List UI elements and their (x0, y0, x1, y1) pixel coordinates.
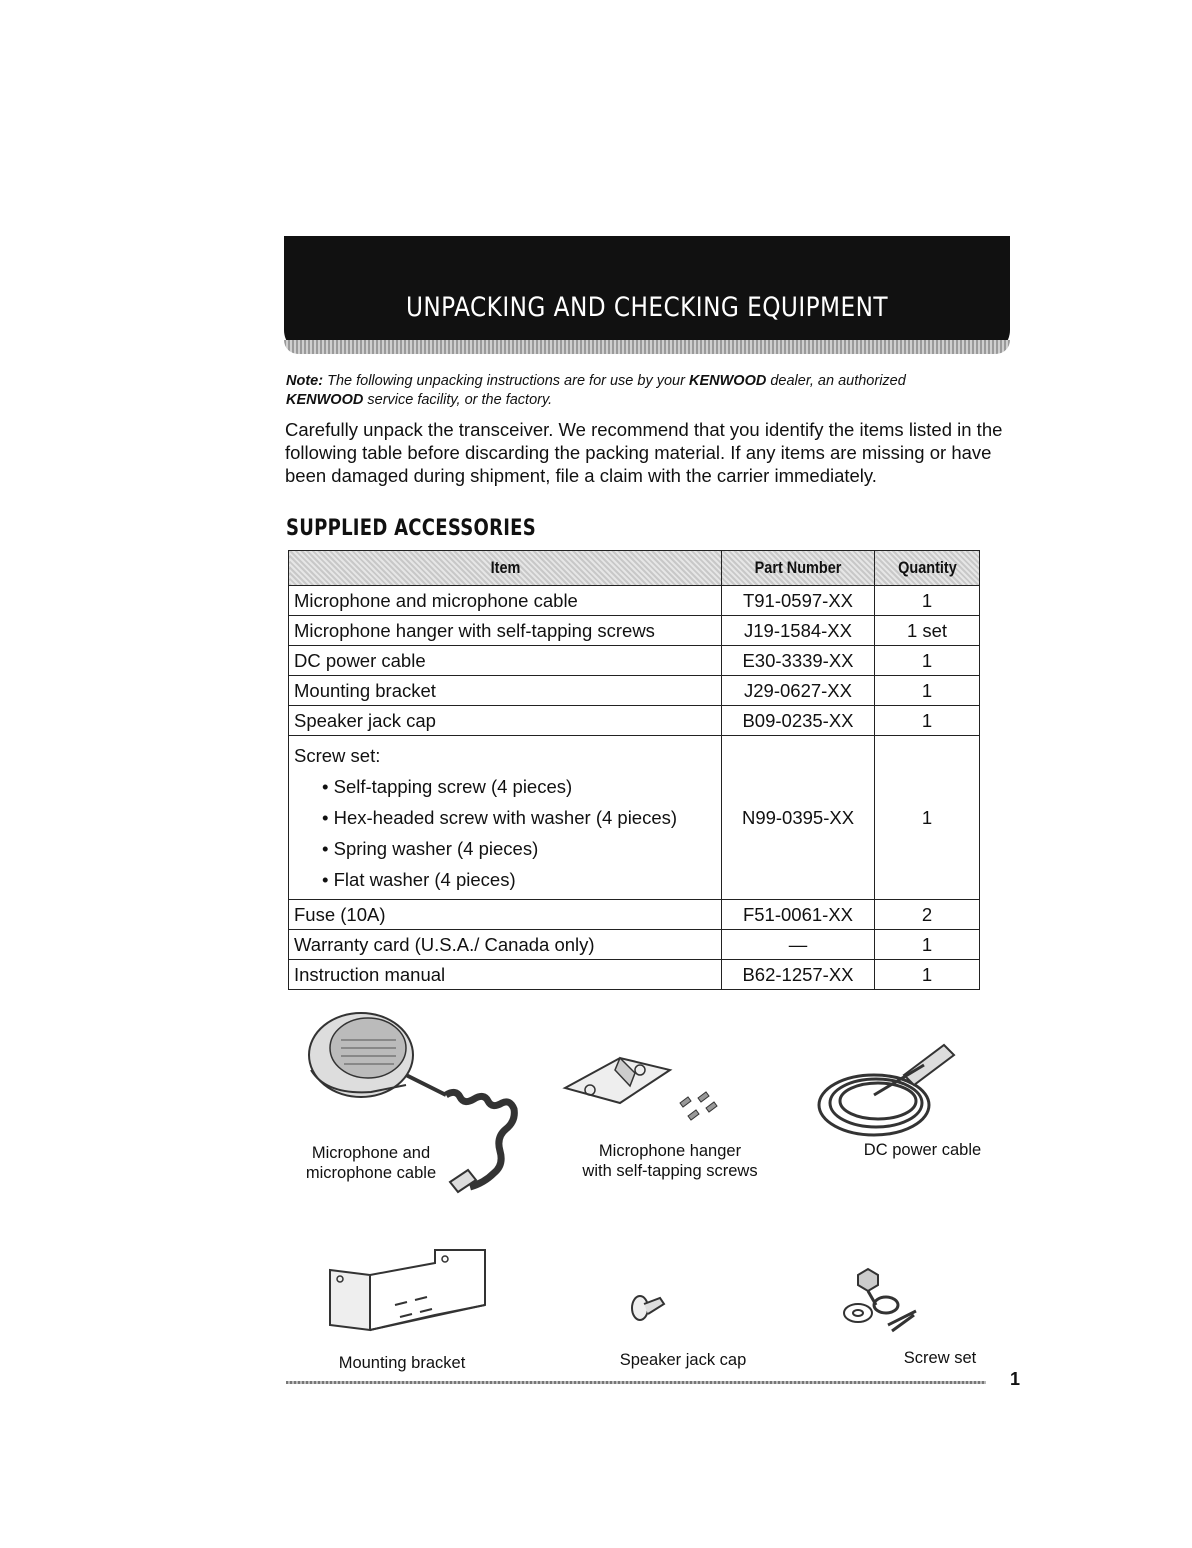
intro-paragraph: Carefully unpack the transceiver. We recommend that you identify the items listed in the following table before discarding the packing material. If any items are missing or have been damaged during shipment, file a claim with the carrier immediately. (285, 419, 1003, 486)
note-text-2: dealer, an authorized (770, 373, 906, 389)
part-number-cell: N99-0395-XX (722, 736, 875, 900)
item-cell: Fuse (10A) (289, 900, 722, 930)
part-number-cell: — (722, 930, 875, 960)
quantity-cell: 1 (875, 960, 980, 990)
quantity-cell: 2 (875, 900, 980, 930)
caption-hanger-line2: with self-tapping screws (582, 1162, 758, 1180)
part-number-cell: J19-1584-XX (722, 616, 875, 646)
table-row-screw-set (289, 736, 980, 900)
part-number-cell: T91-0597-XX (722, 586, 875, 616)
item-cell: Microphone and microphone cable (289, 586, 722, 616)
dealer-note (286, 372, 986, 410)
part-number-cell: E30-3339-XX (722, 646, 875, 676)
table-row (289, 706, 980, 736)
banner-shadow (284, 340, 1010, 354)
table-row (289, 676, 980, 706)
item-cell: Microphone hanger with self-tapping screws (289, 616, 722, 646)
caption-screw-set: Screw set (903, 1349, 977, 1367)
caption-microphone-line1: Microphone and (311, 1144, 431, 1162)
caption-dc-power-cable: DC power cable (863, 1141, 982, 1159)
column-header-part-number: Part Number (722, 551, 875, 586)
note-brand-2: KENWOOD (286, 392, 364, 408)
table-header-row (289, 551, 980, 586)
column-header-quantity: Quantity (875, 551, 980, 586)
section-banner (284, 236, 1010, 354)
note-brand-1: KENWOOD (688, 373, 767, 389)
section-heading: SUPPLIED ACCESSORIES (286, 516, 536, 541)
table-row (289, 960, 980, 990)
table-row (289, 616, 980, 646)
caption-microphone (296, 1143, 446, 1183)
screw-set-bullet: • Flat washer (4 pieces) (322, 869, 516, 890)
caption-hanger-line1: Microphone hanger (598, 1142, 742, 1160)
page-number: 1 (1010, 1369, 1021, 1389)
table-row (289, 930, 980, 960)
part-number-cell: J29-0627-XX (722, 676, 875, 706)
screw-set-title: Screw set: (294, 745, 381, 766)
table-row (289, 646, 980, 676)
mounting-bracket-icon (325, 1245, 495, 1345)
item-cell: Mounting bracket (289, 676, 722, 706)
accessories-table (288, 550, 980, 990)
page-title: UNPACKING AND CHECKING EQUIPMENT (405, 292, 889, 323)
quantity-cell: 1 (875, 706, 980, 736)
screw-set-bullet: • Hex-headed screw with washer (4 pieces) (322, 807, 678, 828)
speaker-jack-cap-icon (626, 1290, 670, 1326)
quantity-cell: 1 (875, 676, 980, 706)
caption-mounting-bracket: Mounting bracket (338, 1354, 466, 1372)
note-label: Note: (286, 373, 324, 389)
caption-speaker-jack-cap: Speaker jack cap (619, 1351, 747, 1369)
part-number-cell: B62-1257-XX (722, 960, 875, 990)
quantity-cell: 1 set (875, 616, 980, 646)
item-cell: DC power cable (289, 646, 722, 676)
caption-microphone-line2: microphone cable (305, 1164, 437, 1182)
note-text-3: service facility, or the factory. (367, 392, 553, 408)
dc-power-cable-icon (814, 1035, 964, 1145)
footer-rule (286, 1381, 986, 1384)
quantity-cell: 1 (875, 930, 980, 960)
item-cell: Speaker jack cap (289, 706, 722, 736)
item-cell: Warranty card (U.S.A./ Canada only) (289, 930, 722, 960)
column-header-item: Item (289, 551, 722, 586)
quantity-cell: 1 (875, 736, 980, 900)
quantity-cell: 1 (875, 586, 980, 616)
part-number-cell: B09-0235-XX (722, 706, 875, 736)
part-number-cell: F51-0061-XX (722, 900, 875, 930)
screw-set-icon (840, 1265, 930, 1340)
microphone-hanger-icon (560, 1048, 730, 1128)
quantity-cell: 1 (875, 646, 980, 676)
item-cell: Instruction manual (289, 960, 722, 990)
table-row (289, 586, 980, 616)
table-row (289, 900, 980, 930)
note-text-1: The following unpacking instructions are for use by your (327, 373, 685, 389)
screw-set-bullet: • Spring washer (4 pieces) (322, 838, 539, 859)
caption-microphone-hanger (560, 1141, 780, 1181)
item-cell (289, 736, 722, 900)
screw-set-bullet: • Self-tapping screw (4 pieces) (322, 776, 573, 797)
